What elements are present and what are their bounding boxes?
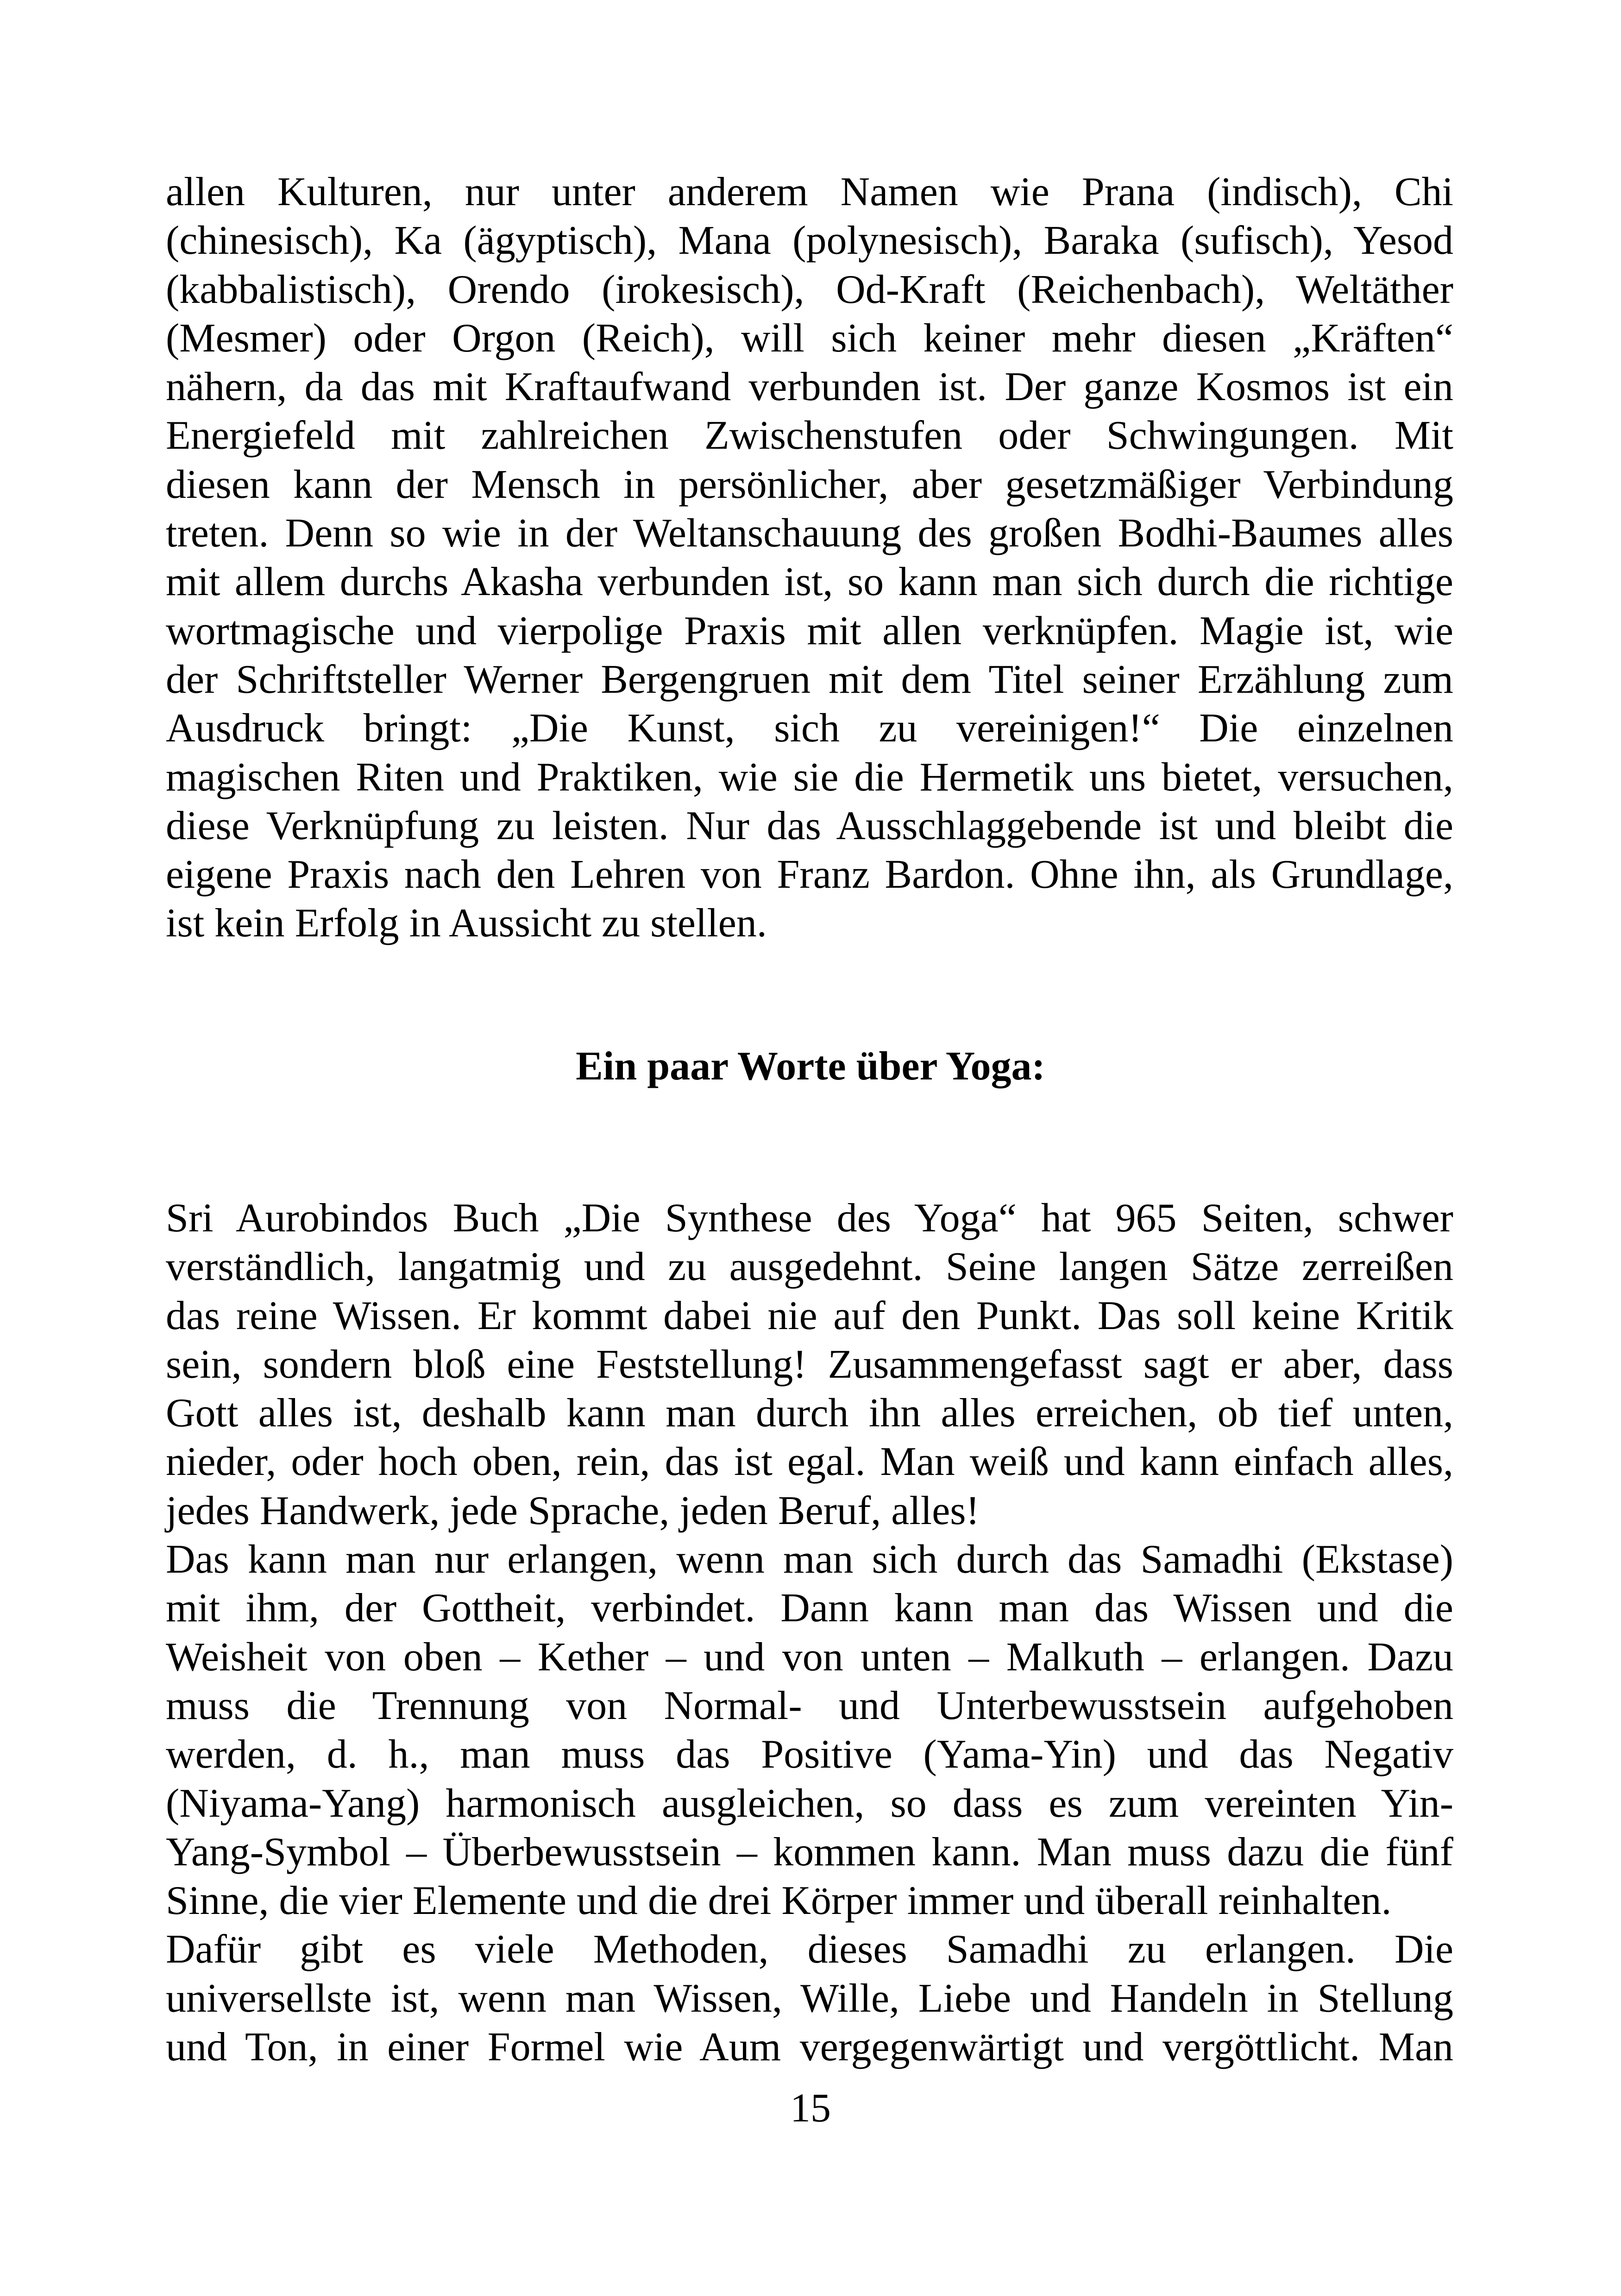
text-line: (chinesisch), Ka (ägyptisch), Mana (polynesisch), Baraka (sufisch), Yesod — [166, 218, 1453, 263]
text-line: magischen Riten und Praktiken, wie sie die Hermetik uns bietet, versuchen, — [166, 754, 1453, 800]
text-line: Sinne, die vier Elemente und die drei Körper immer und überall reinhalten. — [166, 1878, 1392, 1924]
yoga-section-body — [166, 1194, 1453, 2071]
text-line: Gott alles ist, deshalb kann man durch ihn alles erreichen, ob tief unten, — [166, 1391, 1453, 1436]
paragraph-methods — [166, 1925, 1453, 2071]
text-line: treten. Denn so wie in der Weltanschauung des großen Bodhi-Baumes alles — [166, 511, 1453, 556]
text-line: Dafür gibt es viele Methoden, dieses Samadhi zu erlangen. Die — [166, 1927, 1453, 1972]
text-line: diese Verknüpfung zu leisten. Nur das Ausschlaggebende ist und bleibt die — [166, 803, 1453, 848]
text-line: Sri Aurobindos Buch „Die Synthese des Yoga“ hat 965 Seiten, schwer — [166, 1196, 1453, 1241]
text-line: Ausdruck bringt: „Die Kunst, sich zu vereinigen!“ Die einzelnen — [166, 706, 1453, 751]
paragraph-samadhi — [166, 1535, 1453, 1925]
text-line: eigene Praxis nach den Lehren von Franz Bardon. Ohne ihn, als Grundlage, — [166, 852, 1453, 897]
text-line: werden, d. h., man muss das Positive (Yama-Yin) und das Negativ — [166, 1732, 1453, 1777]
paragraph-aurobindo — [166, 1194, 1453, 1535]
text-line: universellste ist, wenn man Wissen, Wille, Liebe und Handeln in Stellung — [166, 1976, 1453, 2021]
text-line: der Schriftsteller Werner Bergengruen mit dem Titel seiner Erzählung zum — [166, 657, 1453, 702]
text-line: mit ihm, der Gottheit, verbindet. Dann kann man das Wissen und die — [166, 1586, 1453, 1631]
text-line: nieder, oder hoch oben, rein, das ist egal. Man weiß und kann einfach alles, — [166, 1439, 1453, 1485]
text-line: Weisheit von oben – Kether – und von unten – Malkuth – erlangen. Dazu — [166, 1634, 1453, 1680]
text-line: (Mesmer) oder Orgon (Reich), will sich keiner mehr diesen „Kräften“ — [166, 315, 1453, 361]
text-line: (Niyama-Yang) harmonisch ausgleichen, so dass es zum vereinten Yin- — [166, 1781, 1453, 1826]
text-line: Yang-Symbol – Überbewusstsein – kommen kann. Man muss dazu die fünf — [166, 1829, 1453, 1875]
paragraph-akasha-energy — [166, 168, 1453, 948]
page-number: 15 — [790, 2086, 831, 2131]
text-line: ist kein Erfolg in Aussicht zu stellen. — [166, 901, 767, 946]
text-line: allen Kulturen, nur unter anderem Namen wie Prana (indisch), Chi — [166, 169, 1453, 214]
text-line: diesen kann der Mensch in persönlicher, aber gesetzmäßiger Verbindung — [166, 462, 1453, 507]
text-line: wortmagische und vierpolige Praxis mit allen verknüpfen. Magie ist, wie — [166, 608, 1453, 653]
text-line: nähern, da das mit Kraftaufwand verbunden ist. Der ganze Kosmos ist ein — [166, 364, 1453, 410]
section-heading: Ein paar Worte über Yoga: — [576, 1044, 1045, 1089]
text-line: Das kann man nur erlangen, wenn man sich durch das Samadhi (Ekstase) — [166, 1537, 1453, 1582]
text-line: (kabbalistisch), Orendo (irokesisch), Od-Kraft (Reichenbach), Weltäther — [166, 267, 1453, 312]
text-line: jedes Handwerk, jede Sprache, jeden Beruf, alles! — [166, 1488, 980, 1533]
text-line: muss die Trennung von Normal- und Unterbewusstsein aufgehoben — [166, 1683, 1453, 1728]
text-line: verständlich, langatmig und zu ausgedehnt. Seine langen Sätze zerreißen — [166, 1244, 1453, 1290]
text-line: Energiefeld mit zahlreichen Zwischenstufen oder Schwingungen. Mit — [166, 413, 1453, 458]
text-line: sein, sondern bloß eine Feststellung! Zusammengefasst sagt er aber, dass — [166, 1342, 1453, 1387]
text-line: und Ton, in einer Formel wie Aum vergegenwärtigt und vergöttlicht. Man — [166, 2025, 1453, 2070]
text-line: mit allem durchs Akasha verbunden ist, so kann man sich durch die richtige — [166, 559, 1453, 605]
text-line: das reine Wissen. Er kommt dabei nie auf den Punkt. Das soll keine Kritik — [166, 1293, 1453, 1338]
